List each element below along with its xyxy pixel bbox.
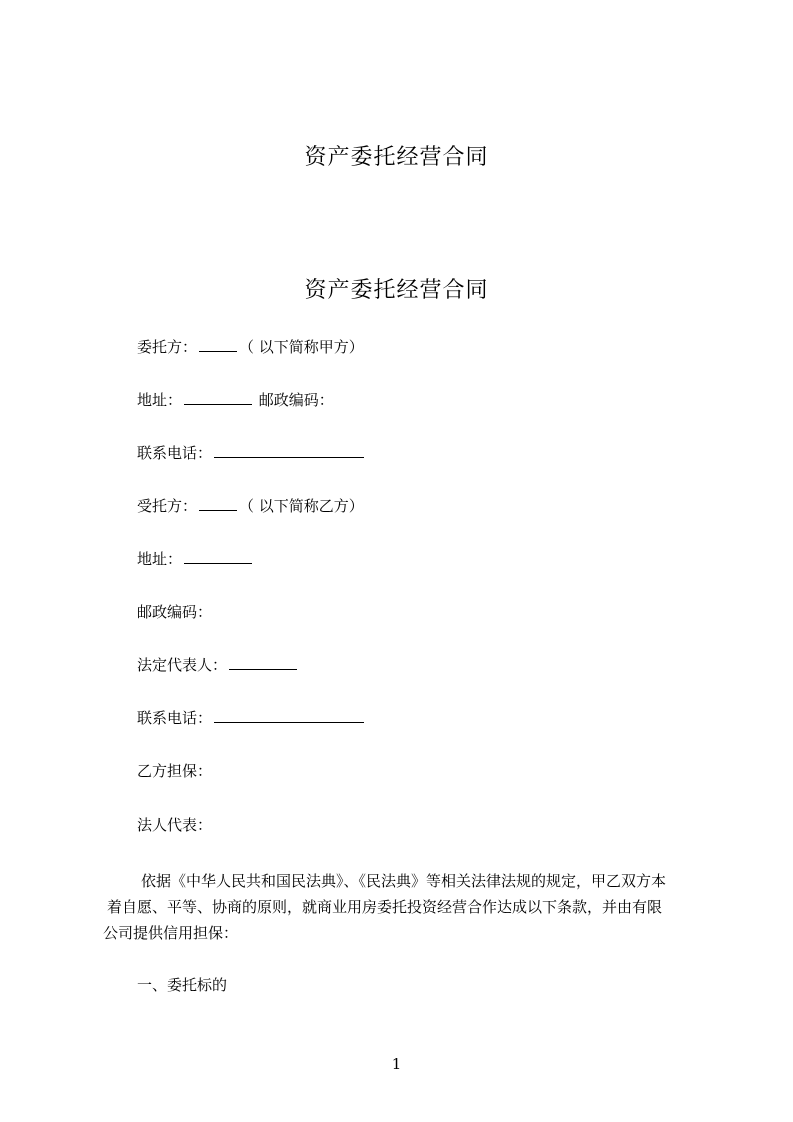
field-label: 邮政编码： (137, 603, 213, 621)
blank-line (184, 390, 252, 405)
paragraph-line: 依据《中华人民共和国民法典》、《民法典》等相关法律法规的规定，甲乙双方本 (141, 872, 667, 890)
field-label: 联系电话： (137, 444, 213, 462)
document-title: 资产委托经营合同 (304, 278, 489, 303)
blank-line (214, 443, 364, 458)
field-trustee-address (137, 549, 254, 569)
blank-line (229, 655, 297, 670)
blank-line (199, 337, 237, 352)
field-suffix: （ 以下简称乙方） (239, 497, 364, 515)
field-client-phone (137, 443, 366, 463)
section-heading: 一、委托标的 (137, 976, 228, 994)
blank-line (214, 708, 364, 723)
field-label: 地址： (137, 550, 183, 568)
field-client (137, 337, 364, 357)
field-legal-person (137, 815, 212, 835)
header-title: 资产委托经营合同 (304, 145, 489, 170)
blank-line (199, 496, 237, 511)
preamble-paragraph (103, 868, 712, 946)
field-label: 受托方： (137, 497, 198, 515)
field-guarantor (137, 761, 212, 781)
field-label: 委托方： (137, 338, 198, 356)
field-trustee-phone (137, 708, 366, 728)
field-label: 地址： (137, 391, 183, 409)
paragraph-line: 着自愿、平等、协商的原则，就商业用房委托投资经营合作达成以下条款，并由有限 (107, 898, 663, 916)
field-trustee (137, 496, 364, 516)
field-postal-code (137, 602, 212, 622)
field-suffix: 邮政编码： (254, 391, 334, 409)
field-label: 法人代表： (137, 816, 213, 834)
page-number: 1 (391, 1055, 402, 1073)
field-legal-representative (137, 655, 299, 675)
field-label: 法定代表人： (137, 656, 228, 674)
field-label: 乙方担保： (137, 762, 213, 780)
field-client-address (137, 390, 334, 410)
field-label: 联系电话： (137, 709, 213, 727)
blank-line (184, 549, 252, 564)
paragraph-line: 公司提供信用担保： (103, 924, 239, 942)
field-suffix: （ 以下简称甲方） (239, 338, 364, 356)
